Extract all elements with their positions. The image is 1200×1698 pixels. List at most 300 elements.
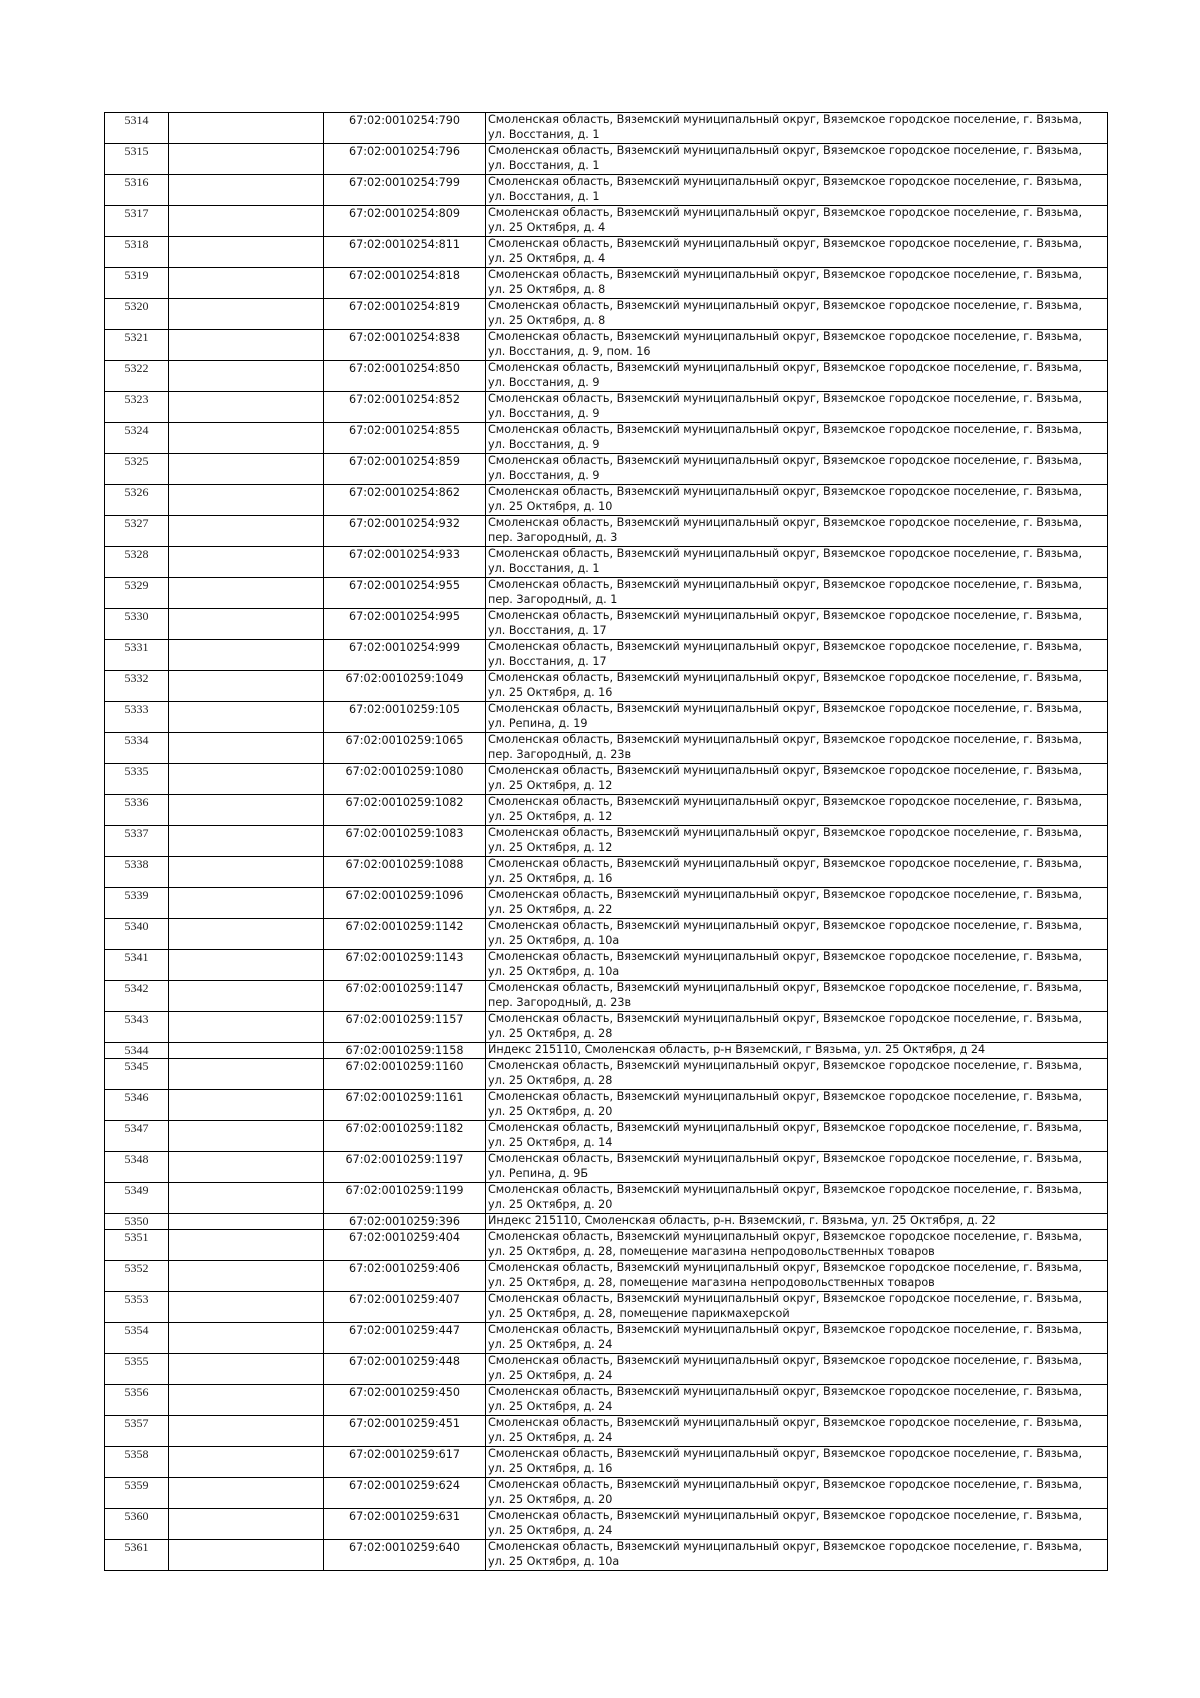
address-cell	[486, 237, 1108, 268]
cadastral-number-cell: 67:02:0010259:404	[324, 1230, 486, 1261]
table-row	[105, 237, 1108, 268]
table-row	[105, 733, 1108, 764]
address-cell	[486, 454, 1108, 485]
empty-cell	[169, 1478, 324, 1509]
empty-cell	[169, 888, 324, 919]
address-cell	[486, 1261, 1108, 1292]
empty-cell	[169, 609, 324, 640]
table-row	[105, 485, 1108, 516]
empty-cell	[169, 299, 324, 330]
cadastral-number-cell: 67:02:0010254:855	[324, 423, 486, 454]
empty-cell	[169, 1323, 324, 1354]
empty-cell	[169, 1152, 324, 1183]
address-line-1: Смоленская область, Вяземский муниципальный округ, Вяземское городское поселение, г. Вязьма,	[488, 1478, 1083, 1491]
table-row	[105, 609, 1108, 640]
address-cell	[486, 1121, 1108, 1152]
table-row	[105, 547, 1108, 578]
table-row	[105, 1059, 1108, 1090]
cadastral-number-cell: 67:02:0010254:809	[324, 206, 486, 237]
empty-cell	[169, 237, 324, 268]
table-row	[105, 671, 1108, 702]
table-row	[105, 113, 1108, 144]
cadastral-number-cell: 67:02:0010259:631	[324, 1509, 486, 1540]
row-number-cell: 5354	[105, 1323, 169, 1354]
empty-cell	[169, 950, 324, 981]
address-line-2: ул. 25 Октября, д. 12	[488, 840, 613, 854]
address-line-2: ул. 25 Октября, д. 28	[488, 1073, 613, 1087]
table-row	[105, 1292, 1108, 1323]
address-line-2: ул. 25 Октября, д. 20	[488, 1197, 613, 1211]
address-line-2: ул. 25 Октября, д. 20	[488, 1104, 613, 1118]
address-cell	[486, 1447, 1108, 1478]
address-line-1: Смоленская область, Вяземский муниципальный округ, Вяземское городское поселение, г. Вязьма,	[488, 578, 1083, 591]
empty-cell	[169, 702, 324, 733]
address-line-1: Смоленская область, Вяземский муниципальный округ, Вяземское городское поселение, г. Вязьма,	[488, 888, 1083, 901]
row-number-cell: 5318	[105, 237, 169, 268]
cadastral-number-cell: 67:02:0010259:396	[324, 1214, 486, 1230]
address-line-2: ул. Восстания, д. 9	[488, 375, 600, 389]
address-line-1: Смоленская область, Вяземский муниципальный округ, Вяземское городское поселение, г. Вязьма,	[488, 857, 1083, 870]
address-line-1: Смоленская область, Вяземский муниципальный округ, Вяземское городское поселение, г. Вязьма,	[488, 237, 1083, 250]
table-row	[105, 392, 1108, 423]
cadastral-number-cell: 67:02:0010254:995	[324, 609, 486, 640]
table-row	[105, 795, 1108, 826]
address-cell	[486, 1230, 1108, 1261]
cadastral-number-cell: 67:02:0010254:796	[324, 144, 486, 175]
address-line-1: Смоленская область, Вяземский муниципальный округ, Вяземское городское поселение, г. Вязьма,	[488, 702, 1083, 715]
address-cell	[486, 826, 1108, 857]
address-line-2: ул. 25 Октября, д. 10а	[488, 964, 620, 978]
cadastral-number-cell: 67:02:0010254:852	[324, 392, 486, 423]
table-row	[105, 454, 1108, 485]
row-number-cell: 5335	[105, 764, 169, 795]
cadastral-number-cell: 67:02:0010259:448	[324, 1354, 486, 1385]
empty-cell	[169, 1012, 324, 1043]
address-line-2: ул. 25 Октября, д. 28, помещение магазина непродовольственных товаров	[488, 1275, 935, 1289]
table-row	[105, 1354, 1108, 1385]
row-number-cell: 5326	[105, 485, 169, 516]
address-line-1: Смоленская область, Вяземский муниципальный округ, Вяземское городское поселение, г. Вязьма,	[488, 1012, 1083, 1025]
address-line-2: ул. 25 Октября, д. 28, помещение магазина непродовольственных товаров	[488, 1244, 935, 1258]
empty-cell	[169, 454, 324, 485]
row-number-cell: 5315	[105, 144, 169, 175]
cadastral-number-cell: 67:02:0010254:932	[324, 516, 486, 547]
empty-cell	[169, 485, 324, 516]
cadastral-number-cell: 67:02:0010259:1160	[324, 1059, 486, 1090]
address-line-2: ул. 25 Октября, д. 4	[488, 220, 606, 234]
empty-cell	[169, 1540, 324, 1571]
table-row	[105, 1090, 1108, 1121]
address-cell	[486, 206, 1108, 237]
row-number-cell: 5331	[105, 640, 169, 671]
address-line-2: ул. Восстания, д. 9	[488, 406, 600, 420]
table-row	[105, 206, 1108, 237]
address-cell	[486, 268, 1108, 299]
address-line-2: ул. 25 Октября, д. 4	[488, 251, 606, 265]
cadastral-number-cell: 67:02:0010259:447	[324, 1323, 486, 1354]
address-line-2: ул. Восстания, д. 1	[488, 127, 600, 141]
address-line-2: ул. 25 Октября, д. 16	[488, 871, 613, 885]
empty-cell	[169, 175, 324, 206]
table-row	[105, 919, 1108, 950]
address-line-1: Смоленская область, Вяземский муниципальный округ, Вяземское городское поселение, г. Вязьма,	[488, 640, 1083, 653]
row-number-cell: 5341	[105, 950, 169, 981]
address-line-1: Смоленская область, Вяземский муниципальный округ, Вяземское городское поселение, г. Вязьма,	[488, 454, 1083, 467]
address-line-2: ул. 25 Октября, д. 10а	[488, 933, 620, 947]
address-cell	[486, 113, 1108, 144]
address-cell	[486, 1292, 1108, 1323]
row-number-cell: 5359	[105, 1478, 169, 1509]
row-number-cell: 5327	[105, 516, 169, 547]
cadastral-number-cell: 67:02:0010254:862	[324, 485, 486, 516]
table-row	[105, 1509, 1108, 1540]
address-line-2: ул. 25 Октября, д. 22	[488, 902, 613, 916]
address-cell	[486, 392, 1108, 423]
table-row	[105, 1447, 1108, 1478]
address-line-1: Смоленская область, Вяземский муниципальный округ, Вяземское городское поселение, г. Вязьма,	[488, 392, 1083, 405]
address-line-1: Смоленская область, Вяземский муниципальный округ, Вяземское городское поселение, г. Вязьма,	[488, 1447, 1083, 1460]
table-row	[105, 516, 1108, 547]
table-row	[105, 1183, 1108, 1214]
address-cell	[486, 795, 1108, 826]
cadastral-number-cell: 67:02:0010254:850	[324, 361, 486, 392]
empty-cell	[169, 671, 324, 702]
empty-cell	[169, 1447, 324, 1478]
row-number-cell: 5361	[105, 1540, 169, 1571]
empty-cell	[169, 826, 324, 857]
row-number-cell: 5346	[105, 1090, 169, 1121]
cadastral-number-cell: 67:02:0010259:450	[324, 1385, 486, 1416]
cadastral-number-cell: 67:02:0010259:617	[324, 1447, 486, 1478]
address-cell	[486, 609, 1108, 640]
cadastral-number-cell: 67:02:0010259:1197	[324, 1152, 486, 1183]
empty-cell	[169, 268, 324, 299]
cadastral-number-cell: 67:02:0010254:933	[324, 547, 486, 578]
table-row	[105, 1416, 1108, 1447]
address-line-2: ул. Восстания, д. 9	[488, 468, 600, 482]
address-line-1: Смоленская область, Вяземский муниципальный округ, Вяземское городское поселение, г. Вязьма,	[488, 671, 1083, 684]
cadastral-number-cell: 67:02:0010259:1147	[324, 981, 486, 1012]
cadastral-number-cell: 67:02:0010259:105	[324, 702, 486, 733]
address-cell	[486, 1540, 1108, 1571]
address-line-2: ул. 25 Октября, д. 28	[488, 1026, 613, 1040]
empty-cell	[169, 1121, 324, 1152]
row-number-cell: 5320	[105, 299, 169, 330]
address-line-1: Индекс 215110, Смоленская область, р-н Вяземский, г Вязьма, ул. 25 Октября, д 24	[488, 1043, 986, 1056]
cadastral-number-cell: 67:02:0010259:1096	[324, 888, 486, 919]
row-number-cell: 5328	[105, 547, 169, 578]
address-cell	[486, 361, 1108, 392]
address-line-2: ул. 25 Октября, д. 8	[488, 313, 606, 327]
cadastral-number-cell: 67:02:0010254:790	[324, 113, 486, 144]
empty-cell	[169, 1416, 324, 1447]
table-row	[105, 857, 1108, 888]
cadastral-number-cell: 67:02:0010259:624	[324, 1478, 486, 1509]
row-number-cell: 5349	[105, 1183, 169, 1214]
table-row	[105, 1214, 1108, 1230]
table-row	[105, 1478, 1108, 1509]
row-number-cell: 5330	[105, 609, 169, 640]
address-cell	[486, 671, 1108, 702]
address-cell	[486, 1509, 1108, 1540]
address-line-2: ул. 25 Октября, д. 16	[488, 1461, 613, 1475]
address-line-2: ул. Восстания, д. 1	[488, 561, 600, 575]
address-cell	[486, 1183, 1108, 1214]
row-number-cell: 5355	[105, 1354, 169, 1385]
row-number-cell: 5321	[105, 330, 169, 361]
row-number-cell: 5334	[105, 733, 169, 764]
address-cell	[486, 547, 1108, 578]
address-cell	[486, 1354, 1108, 1385]
table-row	[105, 1323, 1108, 1354]
address-line-2: ул. Восстания, д. 17	[488, 654, 607, 668]
empty-cell	[169, 330, 324, 361]
address-line-1: Смоленская область, Вяземский муниципальный округ, Вяземское городское поселение, г. Вязьма,	[488, 764, 1083, 777]
table-row	[105, 299, 1108, 330]
cadastral-number-cell: 67:02:0010259:451	[324, 1416, 486, 1447]
address-line-2: пер. Загородный, д. 3	[488, 530, 618, 544]
address-line-1: Смоленская область, Вяземский муниципальный округ, Вяземское городское поселение, г. Вязьма,	[488, 1323, 1083, 1336]
address-line-2: ул. 25 Октября, д. 28, помещение парикмахерской	[488, 1306, 790, 1320]
row-number-cell: 5332	[105, 671, 169, 702]
row-number-cell: 5322	[105, 361, 169, 392]
row-number-cell: 5323	[105, 392, 169, 423]
address-line-1: Смоленская область, Вяземский муниципальный округ, Вяземское городское поселение, г. Вязьма,	[488, 981, 1083, 994]
address-cell	[486, 981, 1108, 1012]
empty-cell	[169, 1059, 324, 1090]
row-number-cell: 5333	[105, 702, 169, 733]
address-line-1: Смоленская область, Вяземский муниципальный округ, Вяземское городское поселение, г. Вязьма,	[488, 175, 1083, 188]
empty-cell	[169, 1385, 324, 1416]
address-line-1: Смоленская область, Вяземский муниципальный округ, Вяземское городское поселение, г. Вязьма,	[488, 1230, 1083, 1243]
address-cell	[486, 1059, 1108, 1090]
row-number-cell: 5324	[105, 423, 169, 454]
empty-cell	[169, 144, 324, 175]
row-number-cell: 5357	[105, 1416, 169, 1447]
address-line-1: Смоленская область, Вяземский муниципальный округ, Вяземское городское поселение, г. Вязьма,	[488, 516, 1083, 529]
address-line-2: пер. Загородный, д. 1	[488, 592, 618, 606]
row-number-cell: 5337	[105, 826, 169, 857]
address-line-1: Смоленская область, Вяземский муниципальный округ, Вяземское городское поселение, г. Вязьма,	[488, 1416, 1083, 1429]
row-number-cell: 5360	[105, 1509, 169, 1540]
row-number-cell: 5345	[105, 1059, 169, 1090]
cadastral-number-cell: 67:02:0010259:1080	[324, 764, 486, 795]
empty-cell	[169, 1509, 324, 1540]
cadastral-number-cell: 67:02:0010254:799	[324, 175, 486, 206]
address-line-2: ул. 25 Октября, д. 10а	[488, 1554, 620, 1568]
address-cell	[486, 640, 1108, 671]
address-line-1: Смоленская область, Вяземский муниципальный округ, Вяземское городское поселение, г. Вязьма,	[488, 206, 1083, 219]
address-cell	[486, 1416, 1108, 1447]
table-row	[105, 640, 1108, 671]
cadastral-number-cell: 67:02:0010259:1199	[324, 1183, 486, 1214]
empty-cell	[169, 1043, 324, 1059]
empty-cell	[169, 361, 324, 392]
table-row	[105, 702, 1108, 733]
table-row	[105, 175, 1108, 206]
table-row	[105, 764, 1108, 795]
cadastral-number-cell: 67:02:0010254:818	[324, 268, 486, 299]
address-line-1: Смоленская область, Вяземский муниципальный округ, Вяземское городское поселение, г. Вязьма,	[488, 1540, 1083, 1553]
address-line-1: Смоленская область, Вяземский муниципальный округ, Вяземское городское поселение, г. Вязьма,	[488, 919, 1083, 932]
address-cell	[486, 1214, 1108, 1230]
address-line-1: Смоленская область, Вяземский муниципальный округ, Вяземское городское поселение, г. Вязьма,	[488, 609, 1083, 622]
table-row	[105, 1230, 1108, 1261]
address-line-2: ул. 25 Октября, д. 14	[488, 1135, 613, 1149]
address-line-2: ул. Восстания, д. 9	[488, 437, 600, 451]
cadastral-number-cell: 67:02:0010254:811	[324, 237, 486, 268]
cadastral-number-cell: 67:02:0010259:1182	[324, 1121, 486, 1152]
cadastral-number-cell: 67:02:0010259:1082	[324, 795, 486, 826]
address-line-1: Смоленская область, Вяземский муниципальный округ, Вяземское городское поселение, г. Вязьма,	[488, 1509, 1083, 1522]
empty-cell	[169, 640, 324, 671]
address-line-1: Смоленская область, Вяземский муниципальный округ, Вяземское городское поселение, г. Вязьма,	[488, 1354, 1083, 1367]
empty-cell	[169, 547, 324, 578]
address-line-1: Смоленская область, Вяземский муниципальный округ, Вяземское городское поселение, г. Вязьма,	[488, 144, 1083, 157]
row-number-cell: 5336	[105, 795, 169, 826]
cadastral-number-cell: 67:02:0010254:819	[324, 299, 486, 330]
address-cell	[486, 485, 1108, 516]
table-row	[105, 330, 1108, 361]
address-cell	[486, 888, 1108, 919]
cadastral-number-cell: 67:02:0010259:1161	[324, 1090, 486, 1121]
table-row	[105, 1540, 1108, 1571]
row-number-cell: 5353	[105, 1292, 169, 1323]
row-number-cell: 5352	[105, 1261, 169, 1292]
address-cell	[486, 423, 1108, 454]
address-line-2: ул. Репина, д. 9Б	[488, 1166, 589, 1180]
table-row	[105, 1012, 1108, 1043]
property-register-table	[104, 112, 1108, 1571]
row-number-cell: 5347	[105, 1121, 169, 1152]
address-cell	[486, 1478, 1108, 1509]
address-line-1: Смоленская область, Вяземский муниципальный округ, Вяземское городское поселение, г. Вязьма,	[488, 1121, 1083, 1134]
address-line-2: ул. 25 Октября, д. 10	[488, 499, 613, 513]
address-cell	[486, 516, 1108, 547]
row-number-cell: 5314	[105, 113, 169, 144]
address-cell	[486, 1090, 1108, 1121]
address-cell	[486, 330, 1108, 361]
table-row	[105, 1152, 1108, 1183]
empty-cell	[169, 1354, 324, 1385]
address-cell	[486, 950, 1108, 981]
table-row	[105, 950, 1108, 981]
address-cell	[486, 919, 1108, 950]
table-row	[105, 268, 1108, 299]
address-line-1: Смоленская область, Вяземский муниципальный округ, Вяземское городское поселение, г. Вязьма,	[488, 950, 1083, 963]
table-row	[105, 578, 1108, 609]
cadastral-number-cell: 67:02:0010259:1142	[324, 919, 486, 950]
address-line-2: ул. 25 Октября, д. 16	[488, 685, 613, 699]
address-line-2: ул. Восстания, д. 1	[488, 189, 600, 203]
empty-cell	[169, 206, 324, 237]
table-row	[105, 1121, 1108, 1152]
address-line-1: Смоленская область, Вяземский муниципальный округ, Вяземское городское поселение, г. Вязьма,	[488, 299, 1083, 312]
row-number-cell: 5339	[105, 888, 169, 919]
row-number-cell: 5338	[105, 857, 169, 888]
table-row	[105, 361, 1108, 392]
cadastral-number-cell: 67:02:0010259:407	[324, 1292, 486, 1323]
address-line-2: ул. 25 Октября, д. 24	[488, 1337, 613, 1351]
address-line-1: Смоленская область, Вяземский муниципальный округ, Вяземское городское поселение, г. Вязьма,	[488, 547, 1083, 560]
table-row	[105, 981, 1108, 1012]
table-row	[105, 144, 1108, 175]
address-cell	[486, 1152, 1108, 1183]
table-row	[105, 1385, 1108, 1416]
address-line-2: ул. 25 Октября, д. 8	[488, 282, 606, 296]
row-number-cell: 5350	[105, 1214, 169, 1230]
address-line-1: Смоленская область, Вяземский муниципальный округ, Вяземское городское поселение, г. Вязьма,	[488, 1090, 1083, 1103]
address-cell	[486, 1385, 1108, 1416]
address-cell	[486, 733, 1108, 764]
empty-cell	[169, 764, 324, 795]
address-cell	[486, 578, 1108, 609]
table-row	[105, 888, 1108, 919]
table-row	[105, 1261, 1108, 1292]
empty-cell	[169, 1261, 324, 1292]
address-line-2: ул. 25 Октября, д. 12	[488, 778, 613, 792]
address-line-1: Смоленская область, Вяземский муниципальный округ, Вяземское городское поселение, г. Вязьма,	[488, 113, 1083, 126]
cadastral-number-cell: 67:02:0010259:1083	[324, 826, 486, 857]
empty-cell	[169, 113, 324, 144]
table-row	[105, 826, 1108, 857]
cadastral-number-cell: 67:02:0010259:1143	[324, 950, 486, 981]
row-number-cell: 5344	[105, 1043, 169, 1059]
address-line-1: Смоленская область, Вяземский муниципальный округ, Вяземское городское поселение, г. Вязьма,	[488, 330, 1083, 343]
row-number-cell: 5319	[105, 268, 169, 299]
cadastral-number-cell: 67:02:0010259:1157	[324, 1012, 486, 1043]
empty-cell	[169, 516, 324, 547]
address-line-2: ул. 25 Октября, д. 12	[488, 809, 613, 823]
address-cell	[486, 1043, 1108, 1059]
empty-cell	[169, 392, 324, 423]
row-number-cell: 5325	[105, 454, 169, 485]
table-row	[105, 423, 1108, 454]
empty-cell	[169, 919, 324, 950]
address-line-1: Индекс 215110, Смоленская область, р-н. Вяземский, г. Вязьма, ул. 25 Октября, д. 22	[488, 1214, 996, 1227]
address-line-1: Смоленская область, Вяземский муниципальный округ, Вяземское городское поселение, г. Вязьма,	[488, 1385, 1083, 1398]
address-cell	[486, 299, 1108, 330]
empty-cell	[169, 1292, 324, 1323]
address-line-1: Смоленская область, Вяземский муниципальный округ, Вяземское городское поселение, г. Вязьма,	[488, 1059, 1083, 1072]
row-number-cell: 5358	[105, 1447, 169, 1478]
cadastral-number-cell: 67:02:0010254:999	[324, 640, 486, 671]
row-number-cell: 5343	[105, 1012, 169, 1043]
cadastral-number-cell: 67:02:0010259:640	[324, 1540, 486, 1571]
address-line-2: ул. Репина, д. 19	[488, 716, 588, 730]
address-line-1: Смоленская область, Вяземский муниципальный округ, Вяземское городское поселение, г. Вязьма,	[488, 795, 1083, 808]
address-line-2: ул. 25 Октября, д. 24	[488, 1399, 613, 1413]
row-number-cell: 5340	[105, 919, 169, 950]
address-cell	[486, 1012, 1108, 1043]
empty-cell	[169, 1090, 324, 1121]
empty-cell	[169, 1230, 324, 1261]
empty-cell	[169, 795, 324, 826]
register-table-body	[105, 113, 1108, 1571]
cadastral-number-cell: 67:02:0010254:838	[324, 330, 486, 361]
row-number-cell: 5329	[105, 578, 169, 609]
cadastral-number-cell: 67:02:0010259:1049	[324, 671, 486, 702]
address-cell	[486, 175, 1108, 206]
empty-cell	[169, 733, 324, 764]
row-number-cell: 5348	[105, 1152, 169, 1183]
address-line-1: Смоленская область, Вяземский муниципальный округ, Вяземское городское поселение, г. Вязьма,	[488, 1292, 1083, 1305]
row-number-cell: 5317	[105, 206, 169, 237]
row-number-cell: 5316	[105, 175, 169, 206]
address-cell	[486, 1323, 1108, 1354]
address-line-1: Смоленская область, Вяземский муниципальный округ, Вяземское городское поселение, г. Вязьма,	[488, 826, 1083, 839]
address-line-2: ул. Восстания, д. 9, пом. 16	[488, 344, 651, 358]
